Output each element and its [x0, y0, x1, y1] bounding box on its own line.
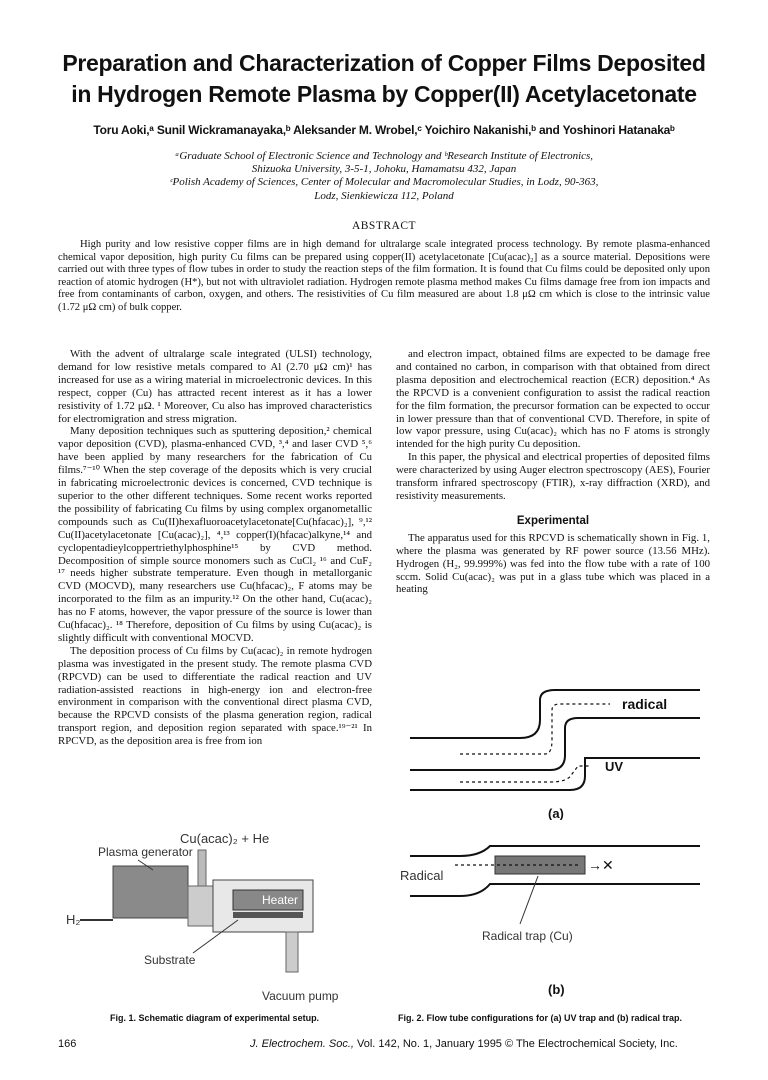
abstract-heading: ABSTRACT [351, 220, 417, 232]
substrate-plate [233, 912, 303, 918]
intro-paragraph: In this paper, the physical and electrical properties of deposited films were characterized by using Auger electron spectroscopy (AES), Fourier transform infrared spectroscopy (FTIR), x-ray diffraction (XRD), and resistivity measurements. [396, 451, 710, 502]
left-column [58, 348, 372, 748]
panel-a-label: (a) [548, 806, 564, 820]
heater-label: Heater [262, 893, 299, 907]
figure-2a-uv-trap [400, 680, 710, 820]
intro-paragraph: Many deposition techniques such as sputtering deposition,² chemical vapor deposition (CVD), plasma-enhanced CVD, ³,⁴ and laser CVD ⁵,⁶ have been applied by many researchers for the fabrication of Cu films.⁷⁻¹⁰ When the step coverage of the deposits which is very crucial in fabricating microelectronic devices is concerned, CVD technique is superior to the other different techniques. Some recent works reported the possibility of fabricating Cu films by using complex organometallic compounds such as Cu(II)hexafluoroacetylacetonate[Cu(hfacac)₂], ⁹,¹² Cu(II)acetylacetonate [Cu(acac)₂], ⁴,¹³ copper(I)(hfacac)alkyne,¹⁴ and cyclopentadieylcoppertriethylphosphine¹⁵ by CVD method. Decomposition of simple source monomers such as CuCl₂ ¹⁶ and CuF₂ ¹⁷ needs higher substrate temperature. Even though in metallorganic CVD (MOCVD), many researchers use Cu(hfacac)₂, F atoms may be incorporated to the film as an impurity.¹² On the other hand, Cu(acac)₂ has no F atoms, however, the vapor pressure of the source is lower than Cu(hfacac)₂. ¹⁸ Therefore, deposition of Cu films by using Cu(acac)₂ is slightly difficult with conventional MOCVD. [58, 425, 372, 644]
vacuum-pump-label: Vacuum pump [262, 989, 339, 1003]
intro-paragraph: With the advent of ultralarge scale integrated (ULSI) technology, demand for low resistive metals compared to Al (2.70 μΩ cm)¹ has increased for use as a wiring material in microelectronic devices. In this respect, copper (Cu) has attracted recent interest as it has a lower resistivity of 1.72 μΩ. ¹ Moreover, Cu also has improved characteristics for electromigration and stress migration. [58, 348, 372, 425]
radical-label-b: Radical [400, 868, 444, 883]
uv-path [460, 766, 590, 782]
tube-wall-lower [410, 758, 700, 790]
intro-paragraph: The deposition process of Cu films by Cu(acac)₂ in remote hydrogen plasma was investigated in the present study. The remote plasma CVD (RPCVD) can be used to differentiate the radical reaction and UV radiation-assisted reactions in high-energy ion and electron-free environment in comparison with the conventional direct plasma CVD, because the RPCVD consists of the plasma generation region, radical transport region, and deposition region separated with space.¹⁹⁻²¹ In RPCVD, as the deposition area is free from ion [58, 644, 372, 748]
experimental-heading: Experimental [516, 514, 590, 527]
figure-1-apparatus-diagram [58, 828, 378, 1008]
uv-label: UV [605, 759, 624, 774]
flange [188, 886, 213, 926]
journal-name: J. Electrochem. Soc., [250, 1038, 354, 1050]
panel-b-label: (b) [548, 982, 565, 997]
radical-path [460, 704, 610, 754]
figure-1-caption: Fig. 1. Schematic diagram of experimental setup. [110, 1013, 320, 1023]
radical-trap-label: Radical trap (Cu) [482, 929, 573, 943]
page-number: 166 [58, 1038, 77, 1050]
journal-issue: Vol. 142, No. 1, January 1995 © The Electrochemical Society, Inc. [353, 1038, 678, 1050]
affiliation-line: ᵃGraduate School of Electronic Science and Technology and ᵇResearch Institute of Electronics, [174, 150, 594, 162]
title-line-2: in Hydrogen Remote Plasma by Copper(II) Acetylacetonate [71, 81, 697, 107]
radical-label-a: radical [622, 696, 668, 712]
experimental-paragraph: The apparatus used for this RPCVD is schematically shown in Fig. 1, where the plasma was generated by RF power source (13.56 MHz). Hydrogen (H₂, 99.999%) was fed into the flow tube with a rate of 100 sccm. Solid Cu(acac)₂ was put in a glass tube which was placed in a heating [396, 531, 710, 596]
right-column [396, 348, 710, 596]
figure-2b-radical-trap [400, 836, 710, 1008]
journal-citation [250, 1038, 678, 1050]
blocked-cross-icon: →✕ [588, 857, 614, 873]
affiliations [60, 150, 708, 203]
paper-title [30, 48, 738, 110]
h2-inlet-label: H₂ [66, 912, 81, 927]
author-list: Toru Aoki,ᵃ Sunil Wickramanayaka,ᵇ Aleksander M. Wrobel,ᶜ Yoichiro Nakanishi,ᵇ and Yoshinori Hatanakaᵇ [93, 123, 675, 137]
plasma-generator-box [113, 866, 188, 918]
source-tube [198, 850, 206, 888]
abstract-text: High purity and low resistive copper films are in high demand for ultralarge scale integrated process technology. By remote plasma-enhanced chemical vapor deposition, high purity Cu films can be prepared using copper(II) acetylacetonate [Cu(acac)₂] as a source material. Depositions were carried out with three types of flow tubes in order to study the reaction steps of the film formation. It is found that Cu films could be deposited only upon reaction of atomic hydrogen (H*), but not with ultraviolet radiation. Hydrogen remote plasma method makes Cu films damage free from ion impacts and free from contaminants of carbon, oxygen, and others. The resistivities of Cu film measured are about 1.8 μΩ cm which is close to the intrinsic value (1.72 μΩ cm) of bulk copper. [58, 239, 710, 313]
intro-paragraph: and electron impact, obtained films are expected to be damage free and contained no carbon, in comparison with that obtained from direct plasma deposition and electrochemical reaction (ECR) deposition.⁴ As the RPCVD is a convenient configuration to assist the radical reaction for the film formation, the precursor formation can be expected to occur in lower pressure than that of conventional CVD. Therefore, in spite of low vapor pressure, using Cu(acac)₂ which has no F atoms is strongly intended for the high purity Cu deposition. [396, 348, 710, 451]
substrate-label: Substrate [144, 953, 196, 967]
tube-wall-inner [410, 718, 700, 770]
source-label: Cu(acac)₂ + He [180, 831, 270, 846]
pump-tube [286, 932, 298, 972]
affiliation-line: ᶜPolish Academy of Sciences, Center of Molecular and Macromolecular Studies, in Lodz, 90-363, [169, 176, 599, 189]
tube-wall-bottom [410, 884, 700, 896]
title-line-1: Preparation and Characterization of Copper Films Deposited [62, 50, 706, 76]
affiliation-line: Lodz, Sienkiewicza 112, Poland [314, 189, 454, 202]
figure-2-caption: Fig. 2. Flow tube configurations for (a) UV trap and (b) radical trap. [398, 1013, 683, 1023]
affiliation-line: Shizuoka University, 3-5-1, Johoku, Hamamatsu 432, Japan [251, 163, 517, 176]
tube-wall-top [410, 846, 700, 856]
plasma-generator-label: Plasma generator [98, 845, 193, 859]
